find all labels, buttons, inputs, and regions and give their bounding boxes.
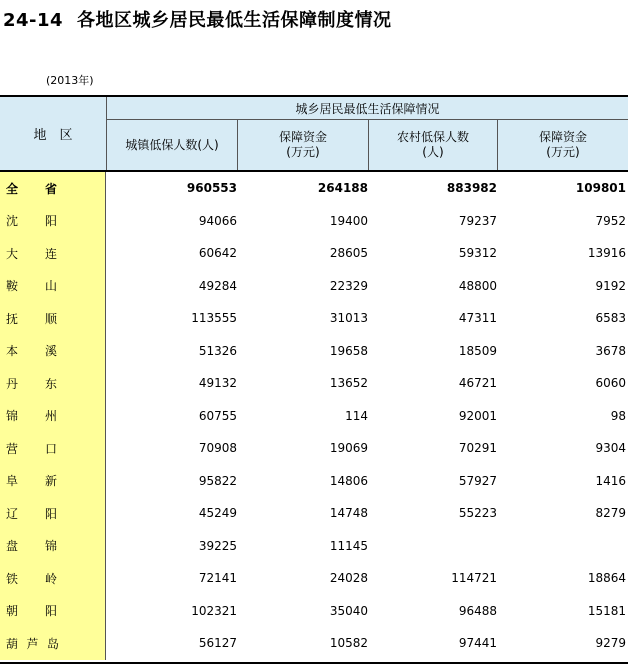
table-row [0, 595, 628, 628]
value-cell-v3: 883982 [446, 181, 497, 196]
region-name [0, 465, 106, 498]
region-name-char: 芦 [26, 636, 39, 651]
value-cell-v1: 60755 [198, 408, 237, 423]
value-cell-v1: 49284 [198, 278, 237, 293]
value-cell-v3: 57927 [458, 473, 497, 488]
region-name [0, 400, 106, 433]
region-name [0, 562, 106, 595]
value-cell-v2: 24028 [329, 571, 368, 586]
region-name-char: 连 [44, 246, 57, 261]
data-table [0, 97, 628, 660]
value-cell-v2: 13652 [329, 376, 368, 391]
region-name-char: 省 [44, 181, 57, 196]
region-name-char: 大 [6, 246, 19, 261]
value-cell-v2: 11145 [329, 538, 368, 553]
value-cell-v2: 28605 [329, 246, 368, 261]
year-label: (2013年) [46, 74, 94, 87]
header-rural-funds: 保障资金 (万元) [538, 130, 587, 159]
region-name-char: 阜 [6, 474, 19, 489]
value-cell-v4: 9304 [595, 441, 626, 456]
table-row [0, 465, 628, 498]
value-cell-v1: 94066 [198, 213, 237, 228]
region-name [0, 302, 106, 335]
table-row [0, 562, 628, 595]
page-title [3, 6, 392, 32]
value-cell-v3: 92001 [458, 408, 497, 423]
table-row [0, 627, 628, 660]
value-cell-v1: 60642 [198, 246, 237, 261]
table-row [0, 335, 628, 368]
value-cell-v4: 15181 [587, 603, 626, 618]
region-name [0, 627, 106, 660]
value-cell-v1: 56127 [198, 636, 237, 651]
value-cell-v2: 19658 [329, 343, 368, 358]
value-cell-v2: 35040 [329, 603, 368, 618]
table-header [0, 97, 628, 172]
region-name-char: 盘 [6, 539, 19, 554]
table-row [0, 497, 628, 530]
value-cell-v3: 96488 [458, 603, 497, 618]
region-name [0, 367, 106, 400]
value-cell-v4: 7952 [595, 213, 626, 228]
region-name-char: 岭 [44, 571, 57, 586]
table-row [0, 400, 628, 433]
table-row [0, 432, 628, 465]
value-cell-v2: 14806 [329, 473, 368, 488]
region-name-char: 抚 [6, 311, 19, 326]
region-name-char: 葫 [6, 636, 19, 651]
value-cell-v1: 960553 [186, 181, 237, 196]
region-name-char: 锦 [44, 539, 57, 554]
header-group: 城乡居民最低生活保障情况 [107, 97, 628, 120]
region-name [0, 335, 106, 368]
table-number: 24-14 [3, 10, 64, 31]
region-name [0, 595, 106, 628]
region-name-char: 东 [44, 376, 57, 391]
region-name-char: 全 [6, 181, 19, 196]
region-name [0, 497, 106, 530]
value-cell-v4: 9192 [595, 278, 626, 293]
value-cell-v3: 48800 [458, 278, 497, 293]
value-cell-v3: 46721 [458, 376, 497, 391]
value-cell-v3 [369, 530, 497, 563]
table-row [0, 530, 628, 563]
region-name [0, 530, 106, 563]
header-area: 地 区 [0, 97, 107, 170]
value-cell-v1: 95822 [198, 473, 237, 488]
value-cell-v2: 31013 [329, 311, 368, 326]
value-cell-v1: 39225 [198, 538, 237, 553]
value-cell-v1: 113555 [191, 311, 237, 326]
value-cell-v1: 51326 [198, 343, 237, 358]
header-urban-count: 城镇低保人数(人) [107, 120, 238, 170]
region-name-char: 辽 [6, 506, 19, 521]
region-name-char: 山 [44, 279, 57, 294]
value-cell-v4: 6583 [595, 311, 626, 326]
region-name-char: 铁 [6, 571, 19, 586]
value-cell-v4: 9279 [595, 636, 626, 651]
value-cell-v3: 114721 [451, 571, 497, 586]
region-name-char: 口 [44, 441, 57, 456]
region-name-char: 鞍 [6, 279, 19, 294]
region-name [0, 172, 106, 205]
value-cell-v1: 45249 [198, 506, 237, 521]
value-cell-v1: 70908 [198, 441, 237, 456]
value-cell-v1: 102321 [191, 603, 237, 618]
value-cell-v1: 49132 [198, 376, 237, 391]
value-cell-v1: 72141 [198, 571, 237, 586]
value-cell-v2: 14748 [329, 506, 368, 521]
table-row [0, 270, 628, 303]
value-cell-v4: 98 [610, 408, 626, 423]
value-cell-v3: 59312 [458, 246, 497, 261]
value-cell-v3: 18509 [458, 343, 497, 358]
value-cell-v3: 97441 [458, 636, 497, 651]
region-name-char: 阳 [44, 604, 57, 619]
value-cell-v4: 6060 [595, 376, 626, 391]
region-name [0, 270, 106, 303]
value-cell-v2: 264188 [317, 181, 368, 196]
value-cell-v3: 79237 [458, 213, 497, 228]
table-title: 各地区城乡居民最低生活保障制度情况 [77, 10, 392, 31]
region-name [0, 237, 106, 270]
value-cell-v3: 47311 [458, 311, 497, 326]
table-row [0, 367, 628, 400]
value-cell-v4: 1416 [595, 473, 626, 488]
value-cell-v2: 10582 [329, 636, 368, 651]
region-name-char: 沈 [6, 214, 19, 229]
region-name-char: 朝 [6, 604, 19, 619]
region-name-char: 顺 [44, 311, 57, 326]
table-row [0, 205, 628, 238]
table-row [0, 237, 628, 270]
value-cell-v4 [498, 530, 626, 563]
value-cell-v4: 13916 [587, 246, 626, 261]
table-row-total [0, 172, 628, 205]
region-name-char: 丹 [6, 376, 19, 391]
value-cell-v2: 114 [345, 408, 368, 423]
value-cell-v4: 109801 [575, 181, 626, 196]
region-name [0, 205, 106, 238]
value-cell-v3: 70291 [458, 441, 497, 456]
region-name-char: 州 [44, 409, 57, 424]
value-cell-v4: 3678 [595, 343, 626, 358]
table-body [0, 172, 628, 660]
value-cell-v4: 18864 [587, 571, 626, 586]
value-cell-v4: 8279 [595, 506, 626, 521]
value-cell-v2: 19400 [329, 213, 368, 228]
region-name-char: 新 [44, 474, 57, 489]
header-urban-funds: 保障资金 (万元) [238, 120, 369, 170]
region-name-char: 岛 [46, 636, 59, 651]
region-name-char: 锦 [6, 409, 19, 424]
region-name-char: 本 [6, 344, 19, 359]
region-name-char: 阳 [44, 214, 57, 229]
value-cell-v2: 22329 [329, 278, 368, 293]
value-cell-v3: 55223 [458, 506, 497, 521]
region-name-char: 营 [6, 441, 19, 456]
header-rural-count: 农村低保人数 (人) [369, 120, 498, 170]
value-cell-v2: 19069 [329, 441, 368, 456]
table-row [0, 302, 628, 335]
region-name-char: 阳 [44, 506, 57, 521]
region-name [0, 432, 106, 465]
region-name-char: 溪 [44, 344, 57, 359]
